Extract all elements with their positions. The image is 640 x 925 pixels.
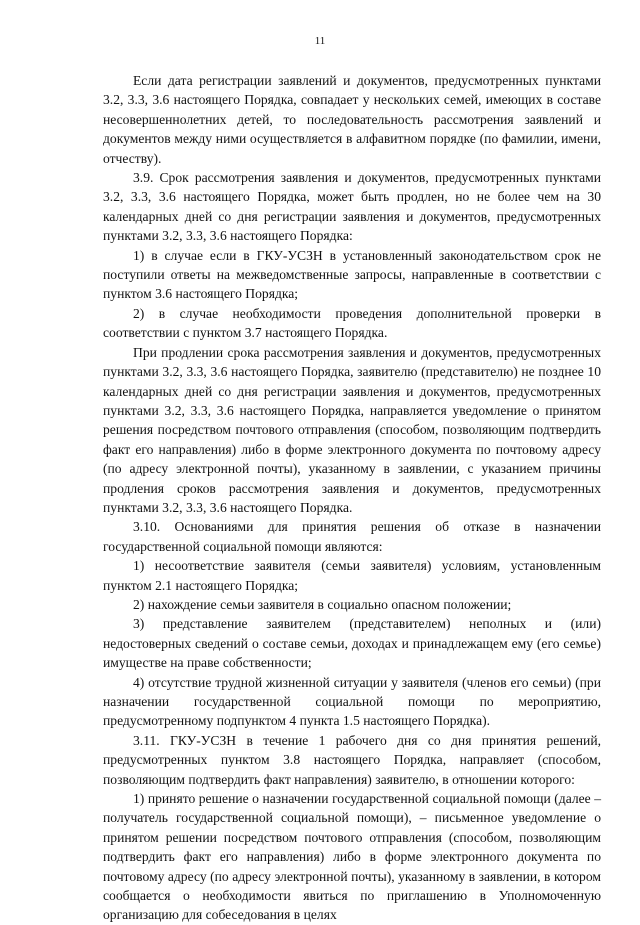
paragraph-3-10-item-4: 4) отсутствие трудной жизненной ситуации у заявителя (членов его семьи) (при назначении государственной социальной помощи по мероприятию, предусмотренному подпунктом 4 пункта 1.5 настоящего Порядка). xyxy=(103,674,601,729)
paragraph-3-11: 3.11. ГКУ-УСЗН в течение 1 рабочего дня со дня принятия решений, предусмотренных пунктом 3.8 настоящего Порядка, направляет (способом, позволяющим подтвердить факт направления) заявителю, в отношении которого: xyxy=(103,732,601,787)
paragraph-3-9: 3.9. Срок рассмотрения заявления и документов, предусмотренных пунктами 3.2, 3.3, 3.6 настоящего Порядка, может быть продлен, но не более чем на 30 календарных дней со дня регистрации заявления и документов, предусмотренных пунктами 3.2, 3.3, 3.6 настоящего Порядка: xyxy=(103,170,601,244)
paragraph-alphabetical-order: Если дата регистрации заявлений и документов, предусмотренных пунктами 3.2, 3.3, 3.6 настоящего Порядка, совпадает у нескольких семей, имеющих в составе несовершеннолетних детей, то последовательность рассмотрения заявлений и документов между ними осуществляется в алфавитном порядке (по фамилии, имени, отчеству). xyxy=(103,73,601,166)
paragraph-3-10: 3.10. Основаниями для принятия решения об отказе в назначении государственной социальной помощи являются: xyxy=(103,519,601,554)
document-body xyxy=(103,71,601,925)
paragraph-extension-notice: При продлении срока рассмотрения заявления и документов, предусмотренных пунктами 3.2, 3.3, 3.6 настоящего Порядка, заявителю (представителю) не позднее 10 календарных дней со дня регистрации заявления и документов, предусмотренных пунктами 3.2, 3.3, 3.6 настоящего Порядка, направляется уведомление о принятом решения посредством почтового отправления (способом, позволяющим подтвердить факт его направления) либо в форме электронного документа по почтовому адресу (по адресу электронной почты), указанному в заявлении, с указанием причины продления сроков рассмотрения заявления и документов, предусмотренных пунктами 3.2, 3.3, 3.6 настоящего Порядка. xyxy=(103,344,601,515)
page-number: 11 xyxy=(314,35,326,47)
paragraph-3-10-item-2: 2) нахождение семьи заявителя в социально опасном положении; xyxy=(133,596,512,612)
paragraph-3-10-item-3: 3) представление заявителем (представителем) неполных и (или) недостоверных сведений о составе семьи, доходах и принадлежащем ему (его семье) имуществе на праве собственности; xyxy=(103,616,601,671)
paragraph-3-11-item-1: 1) принято решение о назначении государственной социальной помощи (далее – получатель государственной социальной помощи), – письменное уведомление о принятом решении посредством почтового отправления (способом, позволяющим подтвердить факт его направления) либо в форме электронного документа по почтовому адресу (по адресу электронной почты), указанному в заявлении, в котором сообщается о необходимости явиться по приглашению в Уполномоченную организацию для собеседования в целях xyxy=(103,791,601,923)
paragraph-3-10-item-1: 1) несоответствие заявителя (семьи заявителя) условиям, установленным пунктом 2.1 настоящего Порядка; xyxy=(103,558,601,593)
paragraph-3-9-item-2: 2) в случае необходимости проведения дополнительной проверки в соответствии с пунктом 3.7 настоящего Порядка. xyxy=(103,305,601,341)
paragraph-3-9-item-1: 1) в случае если в ГКУ-УСЗН в установленный законодательством срок не поступили ответы на межведомственные запросы, направленные в соответствии с пунктом 3.6 настоящего Порядка; xyxy=(103,247,601,302)
